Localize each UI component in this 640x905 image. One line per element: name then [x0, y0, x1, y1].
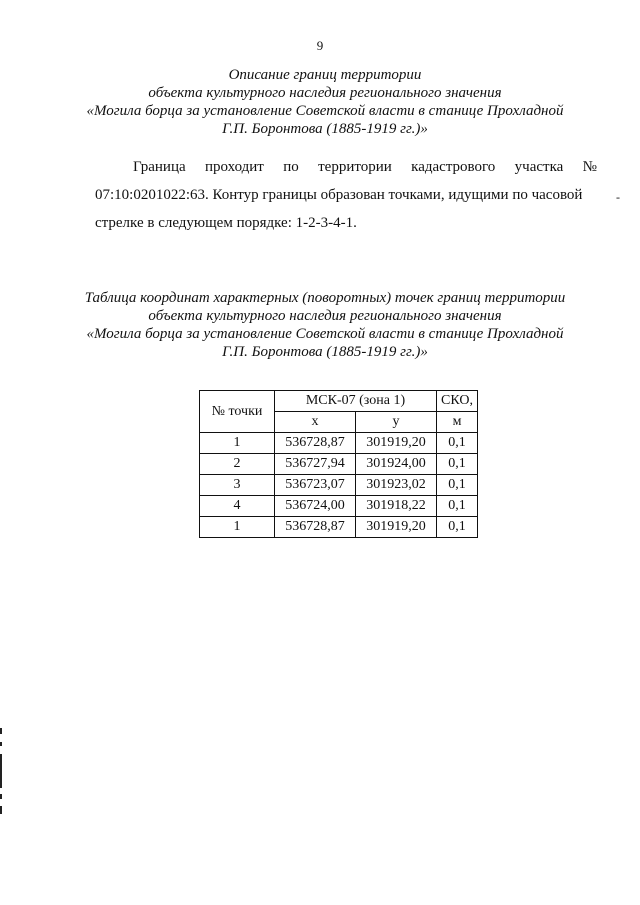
- description-heading-line: Г.П. Боронтова (1885-1919 гг.)»: [222, 121, 428, 137]
- table-heading-line: Таблица координат характерных (поворотных) точек границ территории: [84, 290, 566, 306]
- page-number: 9: [316, 38, 324, 53]
- cell-sko: 0,1: [437, 517, 478, 538]
- cell-y: 301923,02: [356, 475, 437, 496]
- coordinates-table: [199, 390, 478, 538]
- cell-x: 536723,07: [275, 475, 356, 496]
- paragraph-line: Граница проходит по территории кадастрового участка №: [133, 159, 597, 175]
- description-heading-line: Описание границ территории: [228, 67, 422, 83]
- cell-point: 1: [200, 517, 275, 538]
- table-heading-line: «Могила борца за установление Советской власти в станице Прохладной: [86, 326, 564, 342]
- margin-mark: -: [616, 190, 620, 204]
- description-heading: [40, 66, 610, 138]
- table-row: [200, 517, 478, 538]
- cell-x: 536728,87: [275, 433, 356, 454]
- header-sko-unit: м: [437, 412, 478, 433]
- cell-x: 536724,00: [275, 496, 356, 517]
- table-heading: [40, 289, 610, 361]
- scan-edge-artifact: [0, 728, 3, 818]
- cell-point: 2: [200, 454, 275, 475]
- paragraph-line: стрелке в следующем порядке: 1-2-3-4-1.: [95, 215, 357, 231]
- cell-y: 301924,00: [356, 454, 437, 475]
- cell-y: 301918,22: [356, 496, 437, 517]
- cell-sko: 0,1: [437, 496, 478, 517]
- cell-sko: 0,1: [437, 433, 478, 454]
- table-row: [200, 454, 478, 475]
- description-heading-line: «Могила борца за установление Советской власти в станице Прохладной: [86, 103, 564, 119]
- paragraph-line: 07:10:0201022:63. Контур границы образован точками, идущими по часовой: [95, 187, 583, 203]
- description-heading-line: объекта культурного наследия регионального значения: [148, 85, 502, 101]
- table-heading-line: объекта культурного наследия регионального значения: [148, 308, 502, 324]
- header-y: y: [356, 412, 437, 433]
- header-point: № точки: [200, 391, 275, 433]
- cell-sko: 0,1: [437, 475, 478, 496]
- cell-x: 536727,94: [275, 454, 356, 475]
- cell-point: 1: [200, 433, 275, 454]
- cell-y: 301919,20: [356, 433, 437, 454]
- cell-sko: 0,1: [437, 454, 478, 475]
- table-heading-line: Г.П. Боронтова (1885-1919 гг.)»: [222, 344, 428, 360]
- table-row: [200, 433, 478, 454]
- table-header-row: [200, 391, 478, 412]
- header-coordinate-system: МСК-07 (зона 1): [275, 391, 437, 412]
- cell-y: 301919,20: [356, 517, 437, 538]
- cell-x: 536728,87: [275, 517, 356, 538]
- header-sko: СКО,: [437, 391, 478, 412]
- cell-point: 3: [200, 475, 275, 496]
- cell-point: 4: [200, 496, 275, 517]
- table-row: [200, 475, 478, 496]
- boundary-paragraph: [95, 153, 597, 237]
- table-row: [200, 496, 478, 517]
- header-x: x: [275, 412, 356, 433]
